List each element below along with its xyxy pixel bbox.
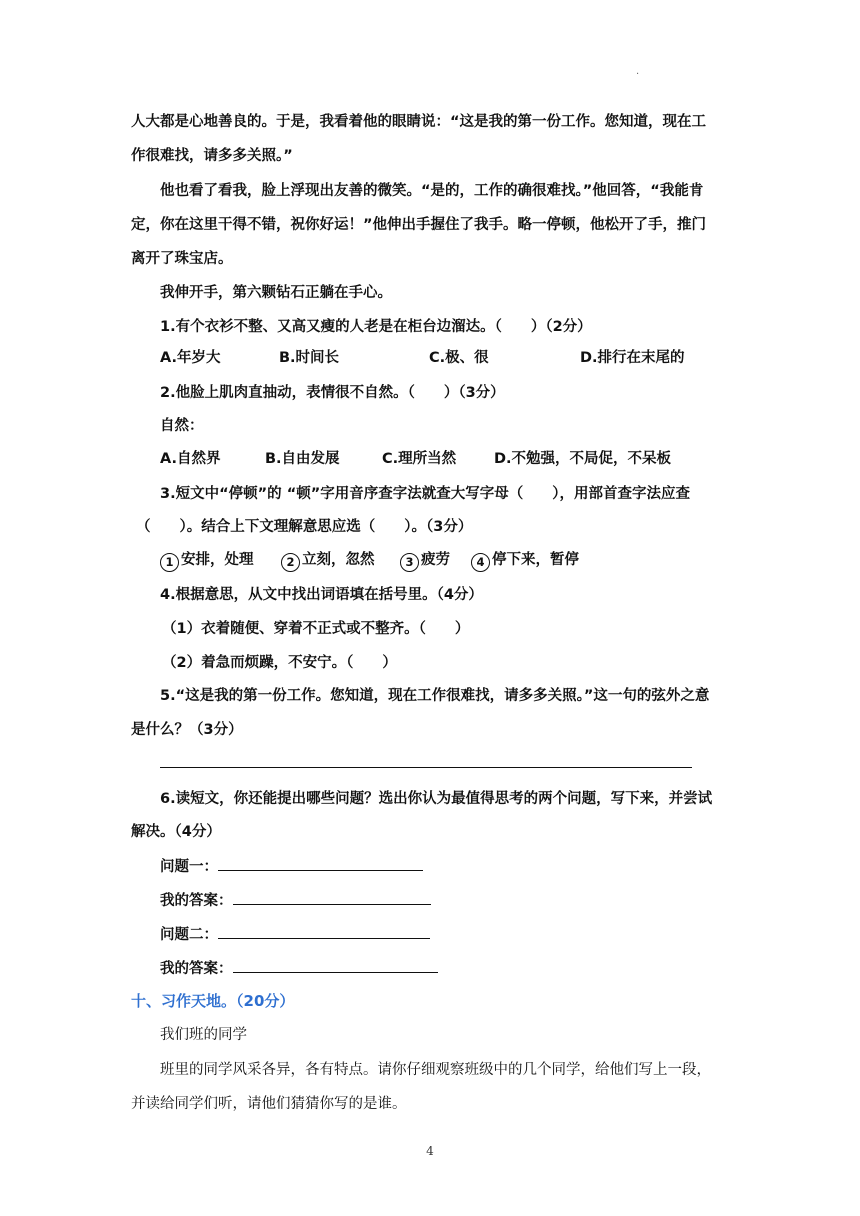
q2-option-c: C.理所当然 <box>382 451 457 467</box>
q6-question2-blank[interactable] <box>218 924 430 939</box>
passage-p2-line3: 离开了珠宝店。 <box>131 251 233 267</box>
q6-answer2-blank[interactable] <box>233 958 438 973</box>
passage-p2-line1: 他也看了看我，脸上浮现出友善的微笑。“是的，工作的确很难找。”他回答，“我能肯 <box>160 183 704 199</box>
q2-option-d: D.不勉强，不局促，不呆板 <box>494 451 672 467</box>
passage-p1-line2: 作很难找，请多多关照。” <box>131 148 293 164</box>
section10-title: 我们班的同学 <box>160 1027 247 1043</box>
q3-stem-line2: （ ）。结合上下文理解意思应选（ ）。（3分） <box>136 519 473 535</box>
q2-option-b: B.自由发展 <box>265 451 340 467</box>
q3-option-3 <box>400 550 450 572</box>
q3-option-4 <box>471 550 579 572</box>
q3-option-2 <box>281 550 375 572</box>
q4-item2: （2）着急而烦躁，不安宁。（ ） <box>162 655 397 671</box>
passage-p3-line1: 我伸开手，第六颗钻石正躺在手心。 <box>160 285 392 301</box>
q4-stem: 4.根据意思，从文中找出词语填在括号里。（4分） <box>160 587 483 603</box>
q6-answer1 <box>160 890 431 911</box>
page-number: 4 <box>426 1144 434 1158</box>
section10-heading: 十、习作天地。（20分） <box>131 992 295 1010</box>
q1-stem: 1.有个衣衫不整、又高又瘦的人老是在柜台边溜达。（ ）（2分） <box>160 319 592 335</box>
q1-option-b: B.时间长 <box>279 350 340 366</box>
q6-answer2-label: 我的答案： <box>160 961 233 977</box>
passage-p2-line2: 定，你在这里干得不错，祝你好运！”他伸出手握住了我手。略一停顿，他松开了手，推门 <box>131 217 707 233</box>
q3-stem-line1: 3.短文中“停顿”的 “顿”字用音序查字法就查大写字母（ ），用部首查字法应查 <box>160 486 691 502</box>
section10-body-line1: 班里的同学风采各异，各有特点。请你仔细观察班级中的几个同学，给他们写上一段， <box>160 1062 711 1078</box>
q2-option-a: A.自然界 <box>160 451 221 467</box>
q3-option-2-text: 立刻，忽然 <box>302 552 375 568</box>
q6-answer1-blank[interactable] <box>233 890 431 905</box>
q6-stem-line2: 解决。（4分） <box>131 824 221 840</box>
circled-number-3: 3 <box>400 553 419 572</box>
q2-stem: 2.他脸上肌肉直抽动，表情很不自然。（ ）（3分） <box>160 385 505 401</box>
q6-answer1-label: 我的答案： <box>160 893 233 909</box>
passage-p1-line1: 人大都是心地善良的。于是，我看着他的眼睛说：“这是我的第一份工作。您知道，现在工 <box>131 114 707 130</box>
q6-answer2 <box>160 958 438 979</box>
header-mark: . <box>636 66 640 77</box>
q3-option-4-text: 停下来，暂停 <box>492 552 579 568</box>
q6-question2 <box>160 924 430 945</box>
q3-option-1 <box>160 550 254 572</box>
circled-number-1: 1 <box>160 553 179 572</box>
q3-option-1-text: 安排，处理 <box>181 552 254 568</box>
q1-option-d: D.排行在末尾的 <box>580 350 685 366</box>
q5-answer-line[interactable] <box>160 767 692 768</box>
q1-option-a: A.年岁大 <box>160 350 221 366</box>
q6-question2-label: 问题二： <box>160 927 218 943</box>
section10-body-line2: 并读给同学们听，请他们猜猜你写的是谁。 <box>131 1096 407 1112</box>
q2-sub-label: 自然： <box>160 418 204 434</box>
q6-question1-label: 问题一： <box>160 859 218 875</box>
q3-option-3-text: 疲劳 <box>421 552 450 568</box>
q6-question1-blank[interactable] <box>218 856 423 871</box>
q5-stem-line1: 5.“这是我的第一份工作。您知道，现在工作很难找，请多多关照。”这一句的弦外之意 <box>160 688 710 704</box>
circled-number-2: 2 <box>281 553 300 572</box>
circled-number-4: 4 <box>471 553 490 572</box>
q6-question1 <box>160 856 423 877</box>
q6-stem-line1: 6.读短文，你还能提出哪些问题？选出你认为最值得思考的两个问题，写下来，并尝试 <box>160 791 713 807</box>
q4-item1: （1）衣着随便、穿着不正式或不整齐。（ ） <box>162 621 470 637</box>
q1-option-c: C.极、很 <box>429 350 489 366</box>
q5-stem-line2: 是什么？（3分） <box>131 722 243 738</box>
